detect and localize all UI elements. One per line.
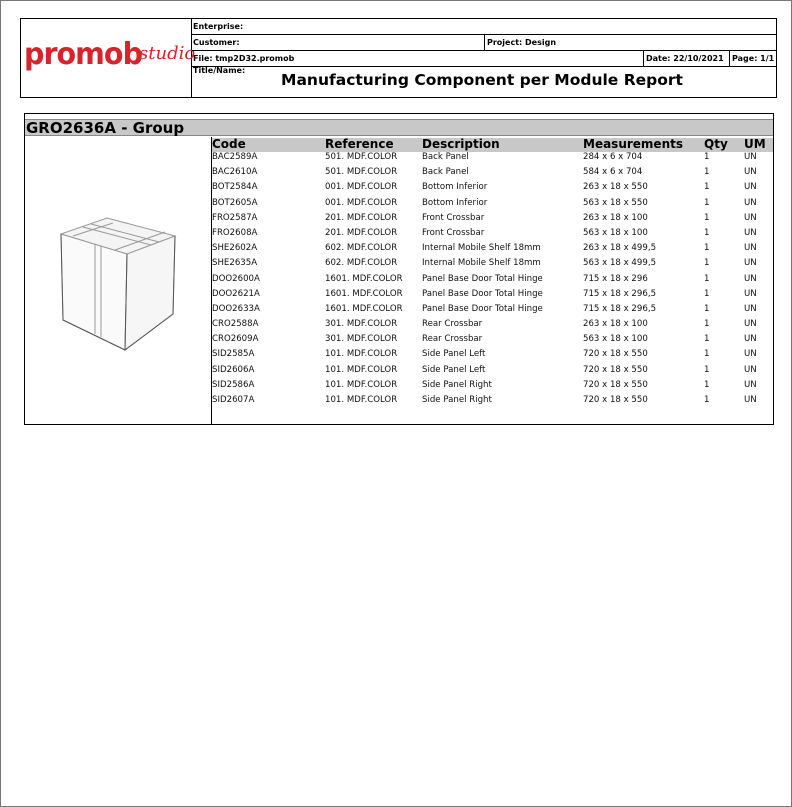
table-row xyxy=(212,273,773,288)
report-title: Manufacturing Component per Module Report xyxy=(281,71,683,89)
enterprise-row xyxy=(192,19,776,35)
promob-logo xyxy=(21,19,196,97)
cell-measurements: 263 x 18 x 100 xyxy=(583,212,648,223)
cell-um: UN xyxy=(744,334,757,345)
cell-qty: 1 xyxy=(704,182,710,193)
cabinet-3d-illustration-icon xyxy=(55,214,180,354)
table-row xyxy=(212,288,773,303)
table-row xyxy=(212,318,773,333)
cell-code: SID2606A xyxy=(212,364,255,375)
cell-reference: 101. MDF.COLOR xyxy=(325,349,398,360)
cell-reference: 501. MDF.COLOR xyxy=(325,152,398,162)
cell-measurements: 584 x 6 x 704 xyxy=(583,167,643,178)
cell-description: Internal Mobile Shelf 18mm xyxy=(422,258,541,269)
cell-reference: 1601. MDF.COLOR xyxy=(325,273,403,284)
cell-measurements: 715 x 18 x 296,5 xyxy=(583,288,657,299)
title-row xyxy=(192,66,776,97)
cell-measurements: 715 x 18 x 296,5 xyxy=(583,303,657,314)
components-table xyxy=(212,138,773,409)
cell-reference: 101. MDF.COLOR xyxy=(325,364,398,375)
cell-qty: 1 xyxy=(704,227,710,238)
cell-qty: 1 xyxy=(704,288,710,299)
table-row xyxy=(212,181,773,196)
cell-measurements: 720 x 18 x 550 xyxy=(583,349,648,360)
cell-um: UN xyxy=(744,182,757,193)
cell-qty: 1 xyxy=(704,152,710,162)
cell-reference: 602. MDF.COLOR xyxy=(325,243,398,254)
table-row xyxy=(212,197,773,212)
date-cell xyxy=(643,51,729,67)
cell-description: Side Panel Right xyxy=(422,395,492,405)
cell-measurements: 263 x 18 x 550 xyxy=(583,182,648,193)
table-row xyxy=(212,242,773,257)
cell-measurements: 563 x 18 x 100 xyxy=(583,334,648,345)
cell-qty: 1 xyxy=(704,258,710,269)
col-code-header: Code xyxy=(212,137,246,151)
cell-code: DOO2633A xyxy=(212,303,260,314)
cell-um: UN xyxy=(744,395,757,405)
cell-description: Rear Crossbar xyxy=(422,319,483,330)
page-number-label: Page: 1/1 xyxy=(732,54,775,63)
cell-qty: 1 xyxy=(704,349,710,360)
cell-code: SHE2602A xyxy=(212,243,258,254)
cell-um: UN xyxy=(744,227,757,238)
cell-reference: 201. MDF.COLOR xyxy=(325,212,398,223)
table-row xyxy=(212,212,773,227)
cell-qty: 1 xyxy=(704,395,710,405)
col-reference-header: Reference xyxy=(325,137,394,151)
cell-qty: 1 xyxy=(704,167,710,178)
cell-um: UN xyxy=(744,152,757,162)
project-cell xyxy=(484,35,776,51)
cell-qty: 1 xyxy=(704,197,710,208)
cell-um: UN xyxy=(744,364,757,375)
table-row xyxy=(212,379,773,394)
cell-reference: 001. MDF.COLOR xyxy=(325,197,398,208)
cell-qty: 1 xyxy=(704,303,710,314)
file-label: File: tmp2D32.promob xyxy=(193,54,295,63)
col-qty-header: Qty xyxy=(704,137,728,151)
cell-code: BOT2605A xyxy=(212,197,258,208)
cell-reference: 101. MDF.COLOR xyxy=(325,395,398,405)
cell-description: Side Panel Right xyxy=(422,379,492,390)
cell-description: Panel Base Door Total Hinge xyxy=(422,273,543,284)
cell-reference: 602. MDF.COLOR xyxy=(325,258,398,269)
cell-um: UN xyxy=(744,319,757,330)
cell-description: Bottom Inferior xyxy=(422,182,488,193)
cell-reference: 301. MDF.COLOR xyxy=(325,319,398,330)
cell-code: DOO2621A xyxy=(212,288,260,299)
cell-code: BAC2610A xyxy=(212,167,258,178)
project-label: Project: Design xyxy=(487,38,557,47)
cell-qty: 1 xyxy=(704,243,710,254)
cell-qty: 1 xyxy=(704,212,710,223)
cell-reference: 1601. MDF.COLOR xyxy=(325,288,403,299)
cell-measurements: 563 x 18 x 550 xyxy=(583,197,648,208)
cell-description: Internal Mobile Shelf 18mm xyxy=(422,243,541,254)
table-row xyxy=(212,394,773,409)
cell-qty: 1 xyxy=(704,319,710,330)
cell-um: UN xyxy=(744,288,757,299)
cell-measurements: 720 x 18 x 550 xyxy=(583,364,648,375)
cell-code: DOO2600A xyxy=(212,273,260,284)
cell-description: Side Panel Left xyxy=(422,364,486,375)
cell-measurements: 720 x 18 x 550 xyxy=(583,379,648,390)
cell-reference: 201. MDF.COLOR xyxy=(325,227,398,238)
cell-qty: 1 xyxy=(704,379,710,390)
file-row xyxy=(192,51,776,67)
group-section xyxy=(24,113,774,425)
cell-description: Back Panel xyxy=(422,152,469,162)
date-label: Date: 22/10/2021 xyxy=(646,54,724,63)
cell-description: Back Panel xyxy=(422,167,469,178)
cell-code: SHE2635A xyxy=(212,258,258,269)
cell-measurements: 263 x 18 x 499,5 xyxy=(583,243,657,254)
customer-row xyxy=(192,35,776,51)
table-row xyxy=(212,348,773,363)
cell-qty: 1 xyxy=(704,334,710,345)
cell-reference: 001. MDF.COLOR xyxy=(325,182,398,193)
cell-reference: 101. MDF.COLOR xyxy=(325,379,398,390)
table-row xyxy=(212,364,773,379)
col-measurements-header: Measurements xyxy=(583,137,683,151)
cell-um: UN xyxy=(744,212,757,223)
cell-code: SID2585A xyxy=(212,349,255,360)
table-row xyxy=(212,303,773,318)
cell-um: UN xyxy=(744,258,757,269)
cell-measurements: 563 x 18 x 499,5 xyxy=(583,258,657,269)
cell-code: SID2586A xyxy=(212,379,255,390)
title-label: Title/Name: xyxy=(193,66,246,75)
cell-qty: 1 xyxy=(704,364,710,375)
table-row xyxy=(212,166,773,181)
cell-measurements: 563 x 18 x 100 xyxy=(583,227,648,238)
cell-reference: 1601. MDF.COLOR xyxy=(325,303,403,314)
enterprise-label: Enterprise: xyxy=(193,22,244,31)
cell-code: SID2607A xyxy=(212,395,255,405)
cell-um: UN xyxy=(744,273,757,284)
table-header-row xyxy=(212,138,773,151)
cell-code: FRO2608A xyxy=(212,227,258,238)
cell-measurements: 715 x 18 x 296 xyxy=(583,273,648,284)
cell-reference: 501. MDF.COLOR xyxy=(325,167,398,178)
cell-description: Front Crossbar xyxy=(422,227,485,238)
cell-description: Rear Crossbar xyxy=(422,334,483,345)
cell-code: CRO2588A xyxy=(212,319,259,330)
cell-um: UN xyxy=(744,167,757,178)
cell-code: FRO2587A xyxy=(212,212,258,223)
cell-um: UN xyxy=(744,349,757,360)
report-header xyxy=(20,18,777,98)
table-row xyxy=(212,151,773,166)
cell-measurements: 720 x 18 x 550 xyxy=(583,395,648,405)
cell-description: Front Crossbar xyxy=(422,212,485,223)
table-row xyxy=(212,333,773,348)
cell-description: Panel Base Door Total Hinge xyxy=(422,303,543,314)
cell-description: Side Panel Left xyxy=(422,349,486,360)
cell-code: BOT2584A xyxy=(212,182,258,193)
customer-label: Customer: xyxy=(193,38,240,47)
col-description-header: Description xyxy=(422,137,500,151)
cell-qty: 1 xyxy=(704,273,710,284)
cell-measurements: 263 x 18 x 100 xyxy=(583,319,648,330)
col-um-header: UM xyxy=(744,137,766,151)
cell-code: CRO2609A xyxy=(212,334,259,345)
cell-reference: 301. MDF.COLOR xyxy=(325,334,398,345)
cell-um: UN xyxy=(744,243,757,254)
table-row xyxy=(212,227,773,242)
cell-um: UN xyxy=(744,197,757,208)
cell-code: BAC2589A xyxy=(212,152,258,162)
logo-studio-text: studio xyxy=(139,43,196,64)
page-cell xyxy=(729,51,776,67)
logo-promob-text: promob xyxy=(24,37,143,72)
cell-um: UN xyxy=(744,379,757,390)
cell-measurements: 284 x 6 x 704 xyxy=(583,152,643,162)
table-row xyxy=(212,257,773,272)
cell-um: UN xyxy=(744,303,757,314)
cell-description: Bottom Inferior xyxy=(422,197,488,208)
group-title: GRO2636A - Group xyxy=(25,119,773,136)
cell-description: Panel Base Door Total Hinge xyxy=(422,288,543,299)
